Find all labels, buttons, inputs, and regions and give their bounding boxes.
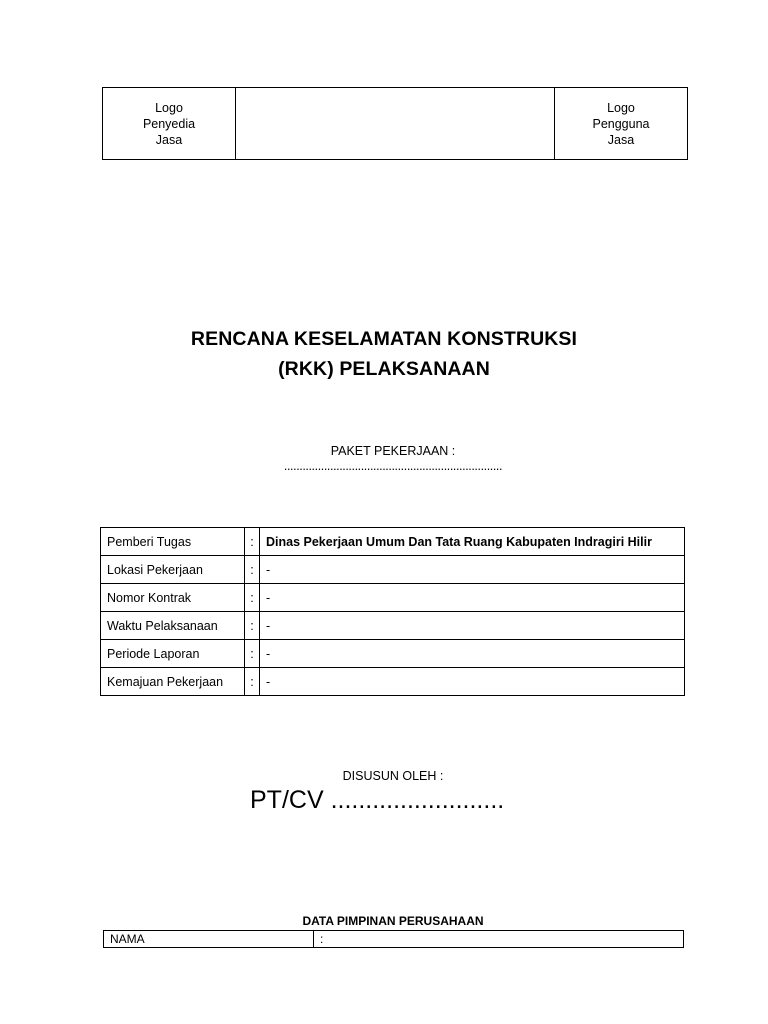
logo-left-line: Penyedia [142, 116, 196, 131]
logo-right-line: Pengguna [592, 116, 650, 131]
row-value: Dinas Pekerjaan Umum Dan Tata Ruang Kabupaten Indragiri Hilir [260, 528, 685, 556]
row-label: Pemberi Tugas [101, 528, 245, 556]
title-line-2: (RKK) PELAKSANAAN [278, 358, 490, 380]
table-row [101, 612, 685, 640]
title-line-1: RENCANA KESELAMATAN KONSTRUKSI [190, 328, 578, 350]
header-middle-cell [236, 88, 554, 159]
pimpinan-table [103, 930, 684, 948]
company-name: PT/CV ......................... [250, 786, 505, 814]
table-row [101, 556, 685, 584]
logo-left-line: Logo [155, 100, 183, 115]
logo-penyedia-jasa [103, 88, 236, 159]
row-label: Waktu Pelaksanaan [101, 612, 245, 640]
pimpinan-value: : [314, 931, 684, 948]
row-value: - [260, 584, 685, 612]
logo-right-line: Logo [607, 100, 635, 115]
row-value: - [260, 556, 685, 584]
row-label: Nomor Kontrak [101, 584, 245, 612]
table-row [101, 528, 685, 556]
row-label: Periode Laporan [101, 640, 245, 668]
row-colon: : [245, 640, 260, 668]
project-info-table [100, 527, 685, 696]
row-colon: : [245, 584, 260, 612]
row-label: Lokasi Pekerjaan [101, 556, 245, 584]
logo-header-box [102, 87, 688, 160]
disusun-oleh-label: DISUSUN OLEH : [342, 769, 444, 783]
table-row [101, 668, 685, 696]
table-row [101, 640, 685, 668]
row-colon: : [245, 556, 260, 584]
row-value: - [260, 640, 685, 668]
row-colon: : [245, 612, 260, 640]
row-value: - [260, 668, 685, 696]
paket-pekerjaan-label: PAKET PEKERJAAN : [330, 444, 456, 458]
document-title [0, 324, 768, 384]
row-colon: : [245, 668, 260, 696]
logo-pengguna-jasa [554, 88, 687, 159]
logo-left-line: Jasa [155, 132, 183, 147]
row-label: Kemajuan Pekerjaan [101, 668, 245, 696]
pimpinan-section-title: DATA PIMPINAN PERUSAHAAN [302, 914, 484, 928]
row-colon: : [245, 528, 260, 556]
pimpinan-label: NAMA [104, 931, 314, 948]
paket-pekerjaan-value: ....................................................................... [283, 459, 503, 473]
table-row [101, 584, 685, 612]
table-row [104, 931, 684, 948]
row-value: - [260, 612, 685, 640]
logo-right-line: Jasa [607, 132, 635, 147]
